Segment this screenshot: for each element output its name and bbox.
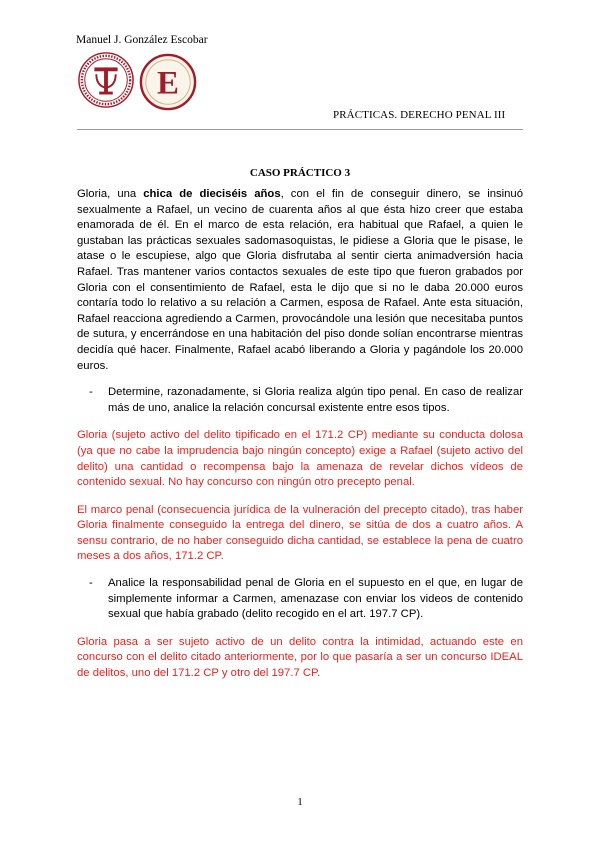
faculty-logo-letter: E — [157, 65, 179, 102]
university-seal-logo — [77, 51, 135, 109]
question-2-text: Analice la responsabilidad penal de Gloria en el supuesto en el que, en lugar de simplemente informar a Carmen, amenazase con enviar los videos de contenido sexual que había grabado (delito recogido en el art. 197.7 CP). — [108, 577, 523, 621]
document-body — [77, 187, 523, 682]
intro-paragraph — [77, 187, 523, 374]
header-title: PRÁCTICAS. DERECHO PENAL III — [333, 109, 506, 121]
question-1-text: Determine, razonadamente, si Gloria realiza algún tipo penal. En caso de realizar más de uno, analice la relación concursal existente entre esos tipos. — [108, 386, 523, 414]
case-title: CASO PRÁCTICO 3 — [249, 167, 351, 179]
intro-text-start: Gloria, una — [77, 188, 144, 200]
question-1 — [77, 385, 523, 416]
header-divider — [77, 129, 523, 130]
answer-3-paragraph: Gloria pasa a ser sujeto activo de un delito contra la intimidad, actuando este en concurso con el delito citado anteriormente, por lo que pasaría a ser un concurso IDEAL de delitos, uno del 171.2 CP y otro del 197.7 CP. — [77, 635, 523, 680]
bullet-dash: - — [89, 386, 93, 399]
bullet-dash: - — [89, 577, 93, 590]
intro-bold-text: chica de dieciséis años — [143, 188, 281, 200]
answer-2-paragraph: El marco penal (consecuencia jurídica de la vulneración del precepto citado), tras haber Gloria finalmente conseguido la entrega del dinero, se sitúa de dos a cuatro años. A sensu contrario, de no haber conseguido dicha cantidad, se establece la pena de cuatro meses a dos años, 171.2 CP. — [77, 503, 523, 563]
intro-text-rest: , con el fin de conseguir dinero, se insinuó sexualmente a Rafael, un vecino de cuarenta años al que ésta hizo creer que estaba enamorada de él. En el marco de esta relación, era habitual que Rafael, a quien le gustaban las prácticas sexuales sadomasoquistas, le pidiese a Gloria que le pisase, le atase o le escupiese, algo que Gloria disfrutaba al sentir cierta animadversión hacia Rafael. Tras mantener varios contactos sexuales de este tipo que fueron grabados por Gloria con el consentimiento de Rafael, esta le dijo que si no le daba 20.000 euros contaría todo lo relativo a su relación a Carmen, esposa de Rafael. Ante esta situación, Rafael reacciona agrediendo a Carmen, provocándole una lesión que necesitaba puntos de sutura, y encerrándose en una habitación del piso donde solían encontrarse mientras decidía qué hacer. Finalmente, Rafael acabó liberando a Gloria y pagándole los 20.000 euros. — [77, 188, 523, 372]
author-name: Manuel J. González Escobar — [76, 34, 208, 46]
faculty-logo — [139, 53, 197, 111]
answer-1-paragraph: Gloria (sujeto activo del delito tipificado en el 171.2 CP) mediante su conducta dolosa (ya que no cabe la imprudencia bajo ningún concepto) exige a Rafael (sujeto activo del delito) una cantidad o recompensa bajo la amenaza de revelar dichos vídeos de contenido sexual. No hay concurso con ningún otro precepto penal. — [77, 429, 523, 489]
page-number: 1 — [297, 796, 303, 808]
question-2 — [77, 576, 523, 623]
